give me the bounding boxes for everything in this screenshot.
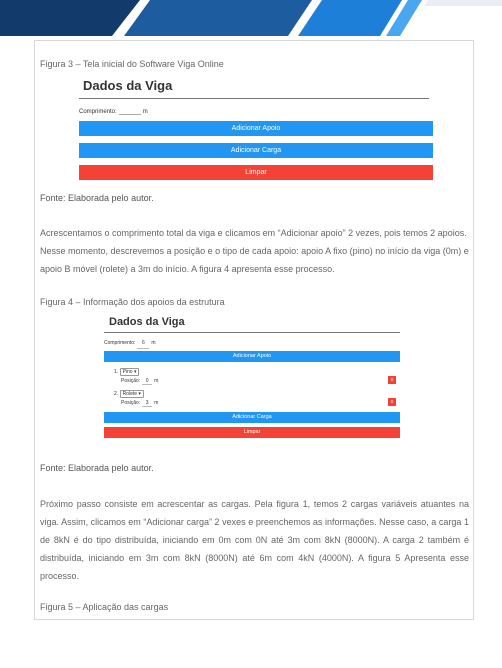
comprimento-row xyxy=(79,107,433,117)
support-item xyxy=(104,365,400,387)
remove-support-button[interactable]: x xyxy=(388,398,396,406)
support-number: 1. xyxy=(114,369,119,375)
limpar-button[interactable]: Limpar xyxy=(79,165,433,180)
support-item xyxy=(104,387,400,409)
document-page xyxy=(34,40,474,620)
figure4-source: Fonte: Elaborada pelo autor. xyxy=(40,463,154,473)
paragraph-1: Acrescentamos o comprimento total da viga e clicamos em “Adicionar apoio” 2 vezes, pois temos 2 apoios. Nesse momento, descrevemos a posição e o tipo de cada apoio: apoio A fixo (pino) no início da viga (0m) e apoio B móvel (rolete) a 3m do início. A figura 4 apresenta esse processo. xyxy=(40,228,469,274)
support-type-select[interactable] xyxy=(120,390,144,398)
figure3-screenshot xyxy=(79,76,433,180)
remove-support-button[interactable]: x xyxy=(388,376,396,384)
posicao-unit: m xyxy=(154,400,159,406)
limpar-button[interactable]: Limpar xyxy=(104,427,400,438)
title-divider xyxy=(79,98,429,99)
posicao-unit: m xyxy=(154,378,159,384)
figure4-caption: Figura 4 – Informação dos apoios da estrutura xyxy=(40,297,225,307)
comprimento-input[interactable]: 6 xyxy=(137,339,149,349)
figure4-screenshot xyxy=(104,313,400,438)
posicao-input[interactable]: 3 xyxy=(142,400,152,407)
support-type-value: Rolete xyxy=(122,391,138,397)
figure3-caption: Figura 3 – Tela inicial do Software Viga Online xyxy=(40,59,224,69)
comprimento-label: Comprimento: xyxy=(79,109,117,115)
comprimento-label: Comprimento: xyxy=(104,340,136,346)
support-type-value: Pino xyxy=(122,369,133,375)
figure5-caption: Figura 5 – Aplicação das cargas xyxy=(40,602,169,612)
comprimento-row xyxy=(104,339,400,348)
add-apoio-button[interactable]: Adicionar Apoio xyxy=(104,351,400,362)
comprimento-unit: m xyxy=(151,340,156,346)
posicao-input[interactable]: 0 xyxy=(142,378,152,385)
add-carga-button[interactable]: Adicionar Carga xyxy=(79,143,433,158)
app-title: Dados da Viga xyxy=(83,78,173,93)
app-title: Dados da Viga xyxy=(109,316,185,328)
chevron-down-icon: ▾ xyxy=(133,369,137,375)
chevron-down-icon: ▾ xyxy=(138,391,141,397)
comprimento-input[interactable] xyxy=(119,107,141,115)
support-number: 2. xyxy=(114,391,119,397)
support-type-select[interactable] xyxy=(120,368,140,376)
comprimento-unit: m xyxy=(142,109,148,115)
title-divider xyxy=(104,332,400,333)
posicao-label: Posição: xyxy=(121,378,141,384)
add-carga-button[interactable]: Adicionar Carga xyxy=(104,412,400,423)
paragraph-2: Próximo passo consiste em acrescentar as cargas. Pela figura 1, temos 2 cargas variáveis atuantes na viga. Assim, clicamos em “Adicionar carga” 2 vexes e preenchemos as informações. Nesse caso, a carga 1 de 8kN é do tipo distribuída, iniciando em 0m com 0N até 3m com 8kN (8000N). A carga 2 também é distribuída, iniciando em 3m com 8kN (8000N) até 6m com 4kN (4000N). A figura 5 Apresenta esse processo. xyxy=(40,499,469,581)
posicao-label: Posição: xyxy=(121,400,141,406)
add-apoio-button[interactable]: Adicionar Apoio xyxy=(79,121,433,136)
figure3-source: Fonte: Elaborada pelo autor. xyxy=(40,193,154,203)
header-banner xyxy=(0,0,502,36)
